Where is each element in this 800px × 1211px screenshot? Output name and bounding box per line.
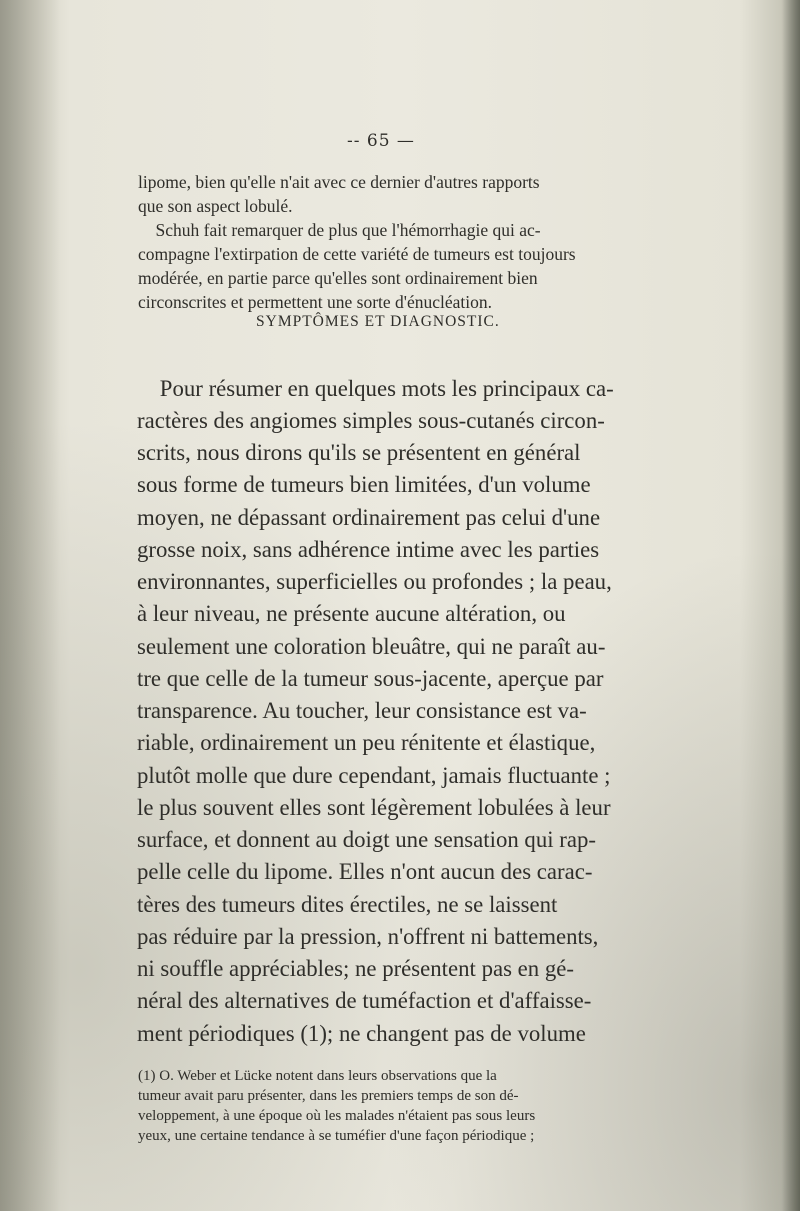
body-line: Pour résumer en quelques mots les principaux ca- — [137, 376, 614, 401]
section-heading: SYMPTÔMES ET DIAGNOSTIC. — [256, 313, 500, 330]
body-line: scrits, nous dirons qu'ils se présentent en général — [137, 440, 581, 465]
footnote-line: yeux, une certaine tendance à se tuméfier d'une façon périodique ; — [138, 1128, 535, 1144]
body-line: sous forme de tumeurs bien limitées, d'un volume — [137, 472, 591, 497]
body-line: moyen, ne dépassant ordinairement pas celui d'une — [137, 505, 601, 530]
page-number: -- 65 — — [347, 131, 415, 151]
body-line: ment périodiques (1); ne changent pas de volume — [137, 1021, 586, 1046]
body-line: ractères des angiomes simples sous-cutanés circon- — [137, 408, 605, 433]
body-line: néral des alternatives de tuméfaction et d'affaisse- — [137, 988, 592, 1013]
footnote-line: (1) O. Weber et Lücke notent dans leurs observations que la — [138, 1068, 497, 1084]
body-line: tères des tumeurs dites érectiles, ne se laissent — [137, 892, 558, 917]
body-line: le plus souvent elles sont légèrement lobulées à leur — [137, 795, 611, 820]
body-line: seulement une coloration bleuâtre, qui ne paraît au- — [137, 634, 606, 659]
footnote-line: veloppement, à une époque où les malades n'étaient pas sous leurs — [138, 1108, 536, 1124]
body-line: transparence. Au toucher, leur consistance est va- — [137, 698, 587, 723]
intro-line: circonscrites et permettent une sorte d'énucléation. — [138, 292, 492, 312]
body-line: surface, et donnent au doigt une sensation qui rap- — [137, 827, 596, 852]
intro-line: Schuh fait remarquer de plus que l'hémorrhagie qui ac- — [138, 220, 541, 240]
page-edge-shadow — [782, 0, 800, 1211]
body-line: riable, ordinairement un peu rénitente et élastique, — [137, 730, 596, 755]
body-line: grosse noix, sans adhérence intime avec les parties — [137, 537, 600, 562]
intro-line: lipome, bien qu'elle n'ait avec ce dernier d'autres rapports — [138, 172, 540, 192]
body-line: pelle celle du lipome. Elles n'ont aucun des carac- — [137, 859, 593, 884]
page-gutter-shadow — [0, 0, 60, 1211]
body-line: pas réduire par la pression, n'offrent ni battements, — [137, 924, 599, 949]
body-line: plutôt molle que dure cependant, jamais fluctuante ; — [137, 763, 611, 788]
body-line: tre que celle de la tumeur sous-jacente, aperçue par — [137, 666, 604, 691]
body-line: à leur niveau, ne présente aucune altération, ou — [137, 601, 566, 626]
intro-line: que son aspect lobulé. — [138, 196, 293, 216]
body-line: ni souffle appréciables; ne présentent pas en gé- — [137, 956, 574, 981]
body-line: environnantes, superficielles ou profondes ; la peau, — [137, 569, 612, 594]
footnote-line: tumeur avait paru présenter, dans les premiers temps de son dé- — [138, 1088, 519, 1104]
intro-line: modérée, en partie parce qu'elles sont ordinairement bien — [138, 268, 538, 288]
intro-line: compagne l'extirpation de cette variété de tumeurs est toujours — [138, 244, 576, 264]
